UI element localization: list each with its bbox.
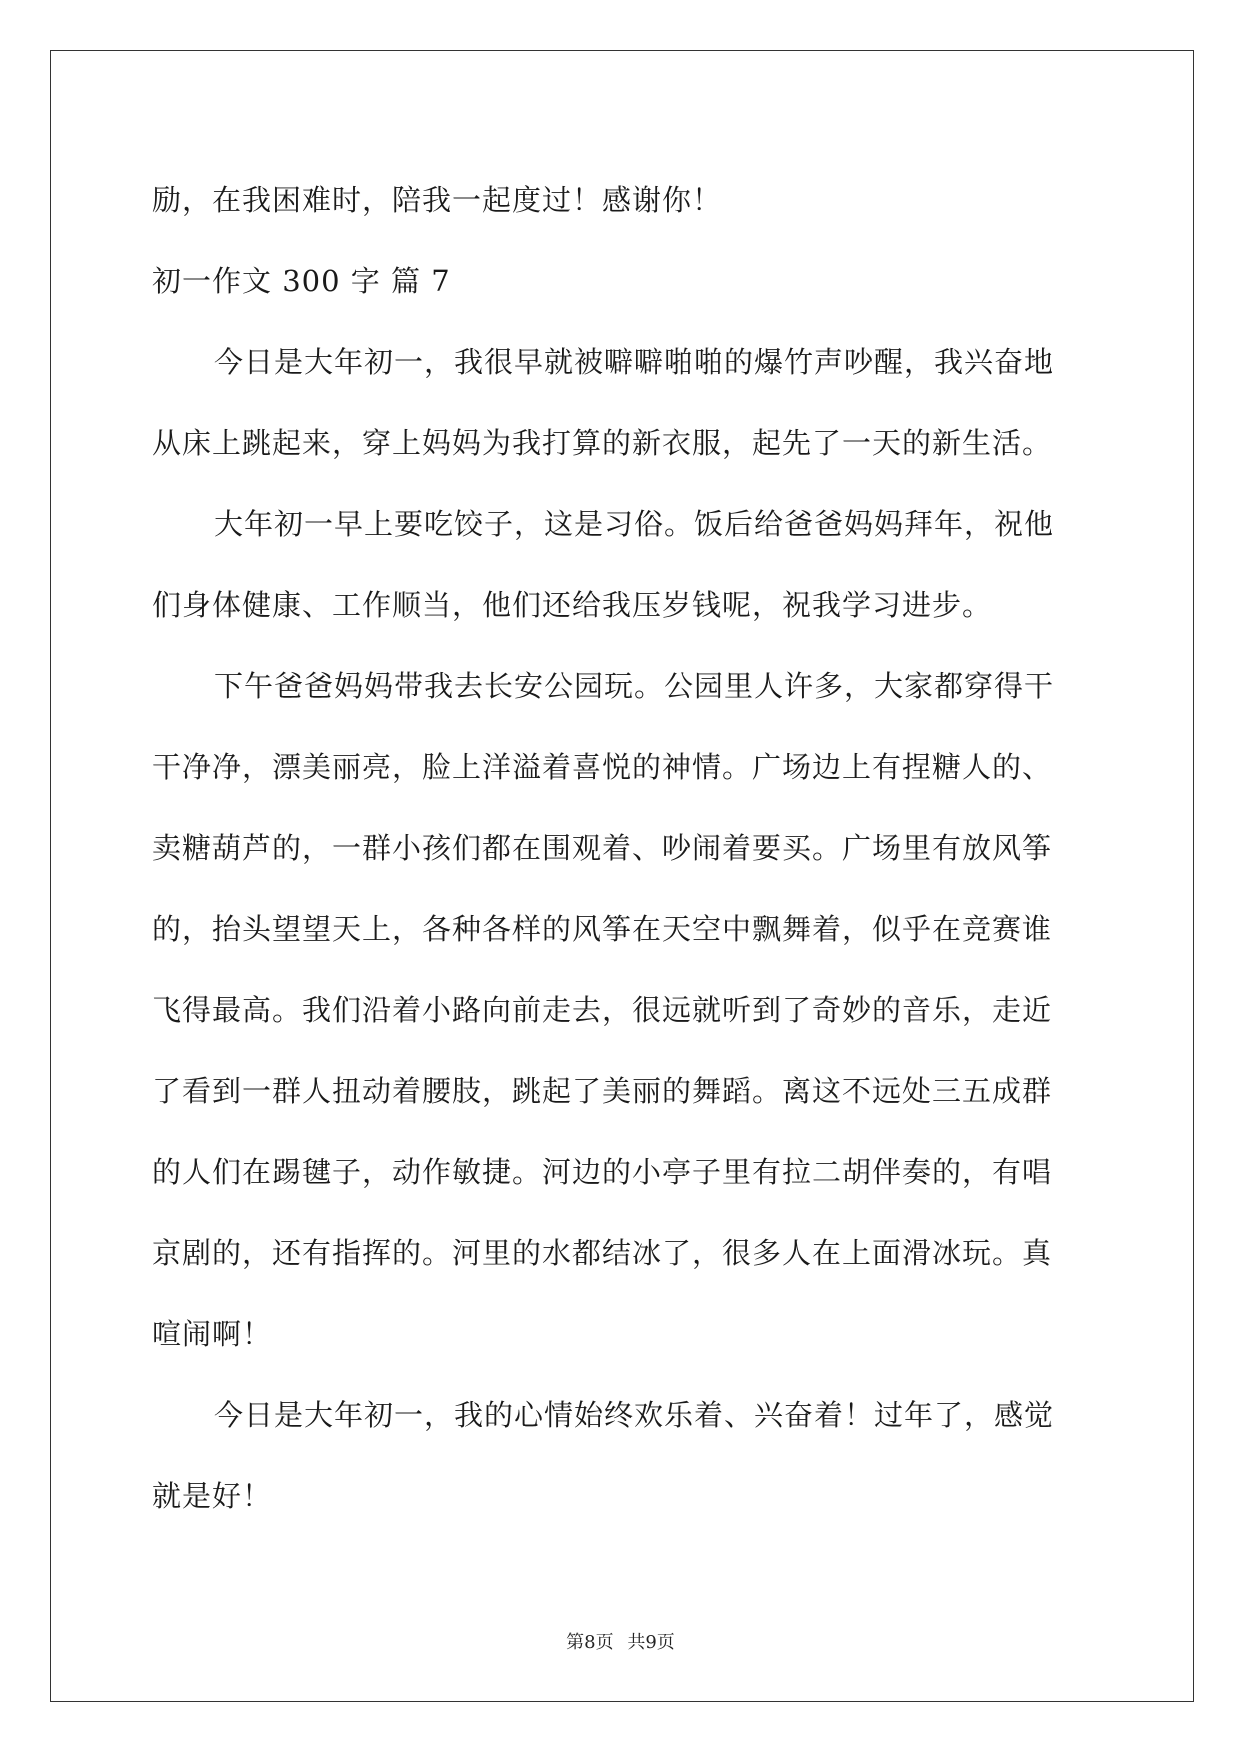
page-footer [0,1628,1241,1654]
document-body [152,160,1092,1537]
text-line: 喧闹啊！ [152,1317,273,1351]
paragraph [152,484,1092,646]
text-line: 就是好！ [152,1479,273,1513]
page-number: 第8页 [566,1632,614,1653]
text-line: 卖糖葫芦的，一群小孩们都在围观着、吵闹着要买。广场里有放风筝 [152,831,1053,865]
text-line: 今日是大年初一，我很早就被噼噼啪啪的爆竹声吵醒，我兴奋地 [214,345,1055,379]
text-line: 飞得最高。我们沿着小路向前走去，很远就听到了奇妙的音乐，走近 [152,993,1053,1027]
paragraph [152,1375,1092,1537]
section-heading: 初一作文 300 字 篇 7 [152,264,451,298]
text-line: 励，在我困难时，陪我一起度过！感谢你！ [152,183,723,217]
page-total: 共9页 [627,1632,675,1653]
text-line: 下午爸爸妈妈带我去长安公园玩。公园里人许多，大家都穿得干 [214,669,1055,703]
text-line: 今日是大年初一，我的心情始终欢乐着、兴奋着！过年了，感觉 [214,1398,1055,1432]
text-line: 的人们在踢毽子，动作敏捷。河边的小亭子里有拉二胡伴奏的，有唱 [152,1155,1053,1189]
text-line: 大年初一早上要吃饺子，这是习俗。饭后给爸爸妈妈拜年，祝他 [214,507,1055,541]
text-line: 京剧的，还有指挥的。河里的水都结冰了，很多人在上面滑冰玩。真 [152,1236,1053,1270]
paragraph [152,646,1092,1375]
text-line: 从床上跳起来，穿上妈妈为我打算的新衣服，起先了一天的新生活。 [152,426,1053,460]
text-line: 了看到一群人扭动着腰肢，跳起了美丽的舞蹈。离这不远处三五成群 [152,1074,1053,1108]
text-line: 干净净，漂美丽亮，脸上洋溢着喜悦的神情。广场边上有捏糖人的、 [152,750,1053,784]
text-line: 们身体健康、工作顺当，他们还给我压岁钱呢，祝我学习进步。 [152,588,993,622]
text-line: 的，抬头望望天上，各种各样的风筝在天空中飘舞着，似乎在竞赛谁 [152,912,1053,946]
paragraph [152,322,1092,484]
